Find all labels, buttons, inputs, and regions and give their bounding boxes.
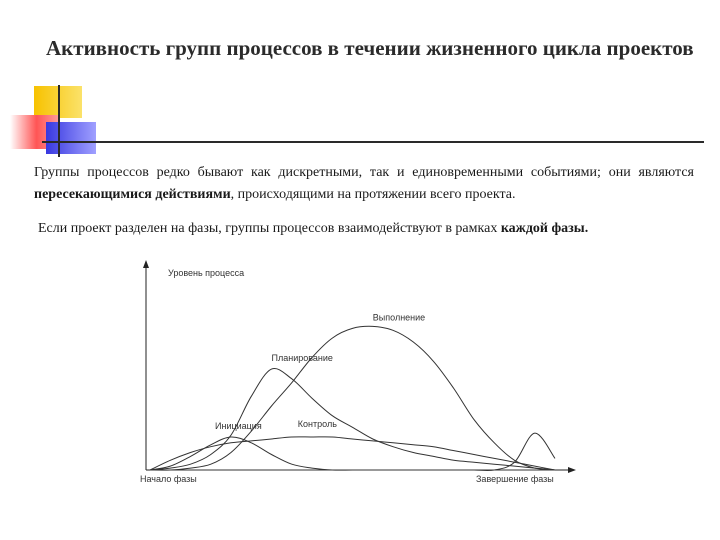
series-line-2 bbox=[150, 368, 555, 470]
series-label-4: Контроль bbox=[297, 419, 337, 429]
decor-vertical-line bbox=[58, 85, 60, 157]
paragraph-1-bold: пересекающимися действиями bbox=[34, 187, 231, 202]
paragraph-2-bold: каждой фазы bbox=[500, 221, 585, 236]
series-line-4 bbox=[150, 437, 555, 470]
x-axis-arrow bbox=[568, 467, 576, 473]
paragraph-2 bbox=[38, 218, 698, 240]
series-label-1: Инициация bbox=[215, 421, 262, 431]
paragraph-1 bbox=[34, 162, 694, 206]
series-line-1 bbox=[150, 437, 555, 470]
x-start-label: Начало фазы bbox=[140, 474, 197, 484]
y-axis-arrow bbox=[143, 260, 149, 268]
slide-title: Активность групп процессов в течении жизненного цикла проектов bbox=[46, 36, 694, 60]
paragraph-1-tail: , происходящими на протяжении всего проекта. bbox=[230, 187, 516, 202]
paragraph-1-text: Группы процессов редко бывают как дискретными, так и единовременными событиями; они являются bbox=[34, 165, 694, 180]
series-label-3: Выполнение bbox=[372, 312, 426, 323]
series-line-3 bbox=[150, 326, 555, 470]
x-end-label: Завершение фазы bbox=[476, 474, 554, 484]
series-layer bbox=[150, 312, 555, 470]
decor-blue-square bbox=[46, 122, 96, 154]
paragraph-2-tail: . bbox=[584, 221, 589, 236]
series-label-2: Планирование bbox=[271, 353, 333, 364]
title-underline bbox=[42, 141, 704, 143]
y-axis-label: Уровень процесса bbox=[168, 268, 245, 278]
process-activity-chart bbox=[130, 258, 590, 494]
paragraph-2-text: Если проект разделен на фазы, группы процессов взаимодействуют в рамках bbox=[38, 221, 501, 236]
